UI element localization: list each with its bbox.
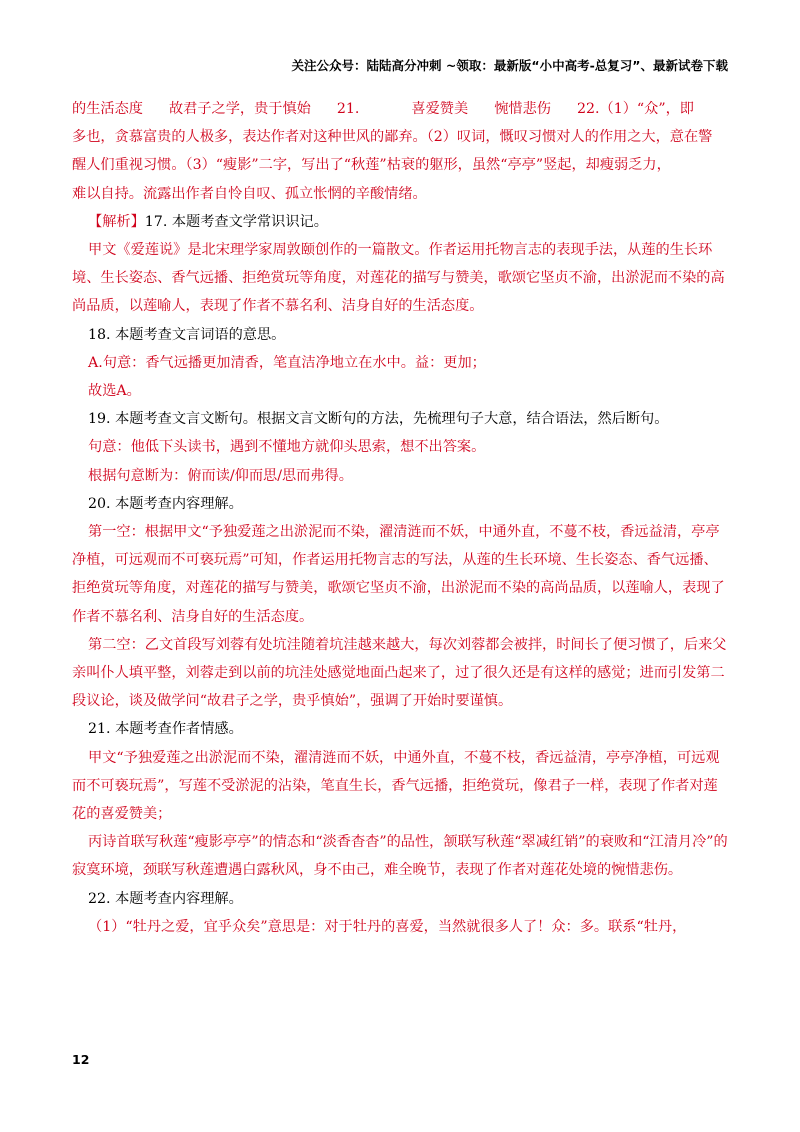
answer-line-1 [72, 95, 728, 123]
question-title: 22. 本题考查内容理解。 [88, 890, 243, 907]
analysis-paragraph: 丙诗首联写秋莲“瘦影亭亭”的情态和“淡香杳杳”的品性，颔联写秋莲“翠减红销”的衰败和“江清月冷”的寂寞环境，颈联写秋莲遭遇白露秋风，身不由己，难全晚节，表现了作者对莲花处境的惋惜悲伤。 [72, 834, 728, 879]
answer-line-4: 难以自持。流露出作者自怜自叹、孤立怅惘的辛酸情绪。 [72, 185, 427, 202]
question-title: 21. 本题考查作者情感。 [88, 721, 243, 738]
analysis-paragraph: 故选A。 [88, 383, 141, 400]
question-title: 19. 本题考查文言文断句。根据文言文断句的方法，先梳理句子大意，结合语法，然后断句。 [88, 411, 669, 428]
analysis-paragraph: 第一空：根据甲文“予独爱莲之出淤泥而不染，濯清涟而不妖，中通外直，不蔓不枝，香远益清，亭亭净植，可远观而不可亵玩焉”可知，作者运用托物言志的写法，从莲的生长环境、生长姿态、香气远播、拒绝赏玩等角度，对莲花的描写与赞美，歌颂它坚贞不渝，出淤泥而不染的高尚品质，以莲喻人，表现了作者不慕名利、洁身自好的生活态度。 [72, 524, 725, 625]
analysis-paragraph: （1）“牡丹之爱，宜乎众矣”意思是：对于牡丹的喜爱，当然就很多人了！众：多。联系“牡丹， [88, 918, 687, 935]
page-number: 12 [72, 1052, 90, 1067]
answer-line-2: 多也，贪慕富贵的人极多，表达作者对这种世风的鄙弃。（2）叹词，慨叹习惯对人的作用之大，意在警 [72, 129, 713, 146]
analysis-paragraph: A.句意：香气远播更加清香，笔直洁净地立在水中。益：更加； [88, 354, 486, 371]
analysis-paragraph: 甲文“予独爱莲之出淤泥而不染，濯清涟而不妖，中通外直，不蔓不枝，香远益清，亭亭净植，可远观而不可亵玩焉”，写莲不受淤泥的沾染，笔直生长，香气远播，拒绝赏玩，像君子一样，表现了作者对莲花的喜爱赞美； [72, 749, 720, 823]
answer-line-3: 醒人们重视习惯。（3）“瘦影”二字，写出了“秋莲”枯衰的躯形，虽然“亭亭”竖起，却瘦弱乏力， [72, 157, 671, 174]
question-title: 20. 本题考查内容理解。 [88, 495, 243, 512]
analysis-tag: 【解析】 [88, 213, 145, 230]
answer-text: 喜爱赞美 [411, 101, 469, 117]
header-note: 关注公众号：陆陆高分冲刺 ~领取：最新版“小中高考-总复习”、最新试卷下载 [291, 58, 728, 73]
analysis-paragraph: 根据句意断为：俯而读/仰而思/思而弗得。 [88, 467, 353, 484]
analysis-paragraph: 第二空：乙文首段写刘蓉有处坑洼随着坑洼越来越大，每次刘蓉都会被拌，时间长了便习惯了，后来父亲叫仆人填平整，刘蓉走到以前的坑洼处感觉地面凸起来了，过了很久还是有这样的感觉；进而引发第二段议论，谈及做学问“故君子之学，贵乎慎始”，强调了开始时要谨慎。 [72, 636, 727, 710]
document-body [72, 95, 728, 941]
answer-text: 的生活态度 [72, 101, 143, 117]
question-title: 18. 本题考查文言词语的意思。 [88, 326, 286, 343]
answer-text: 22.（1）“众”，即 [576, 101, 694, 117]
analysis-paragraph: 甲文《爱莲说》是北宋理学家周敦颐创作的一篇散文。作者运用托物言志的表现手法，从莲的生长环境、生长姿态、香气远播、拒绝赏玩等角度，对莲花的描写与赞美，歌颂它坚贞不渝，出淤泥而不染的高尚品质，以莲喻人，表现了作者不慕名利、洁身自好的生活态度。 [72, 242, 725, 315]
analysis-heading-17 [72, 208, 728, 236]
answer-text: 惋惜悲伤 [494, 101, 551, 117]
answer-text: 故君子之学，贵于慎始 [168, 101, 311, 117]
answer-number: 21. [336, 101, 360, 117]
question-title: 17. 本题考查文学常识识记。 [144, 213, 328, 230]
analysis-paragraph: 句意：他低下头读书，遇到不懂地方就仰头思索，想不出答案。 [88, 439, 486, 456]
